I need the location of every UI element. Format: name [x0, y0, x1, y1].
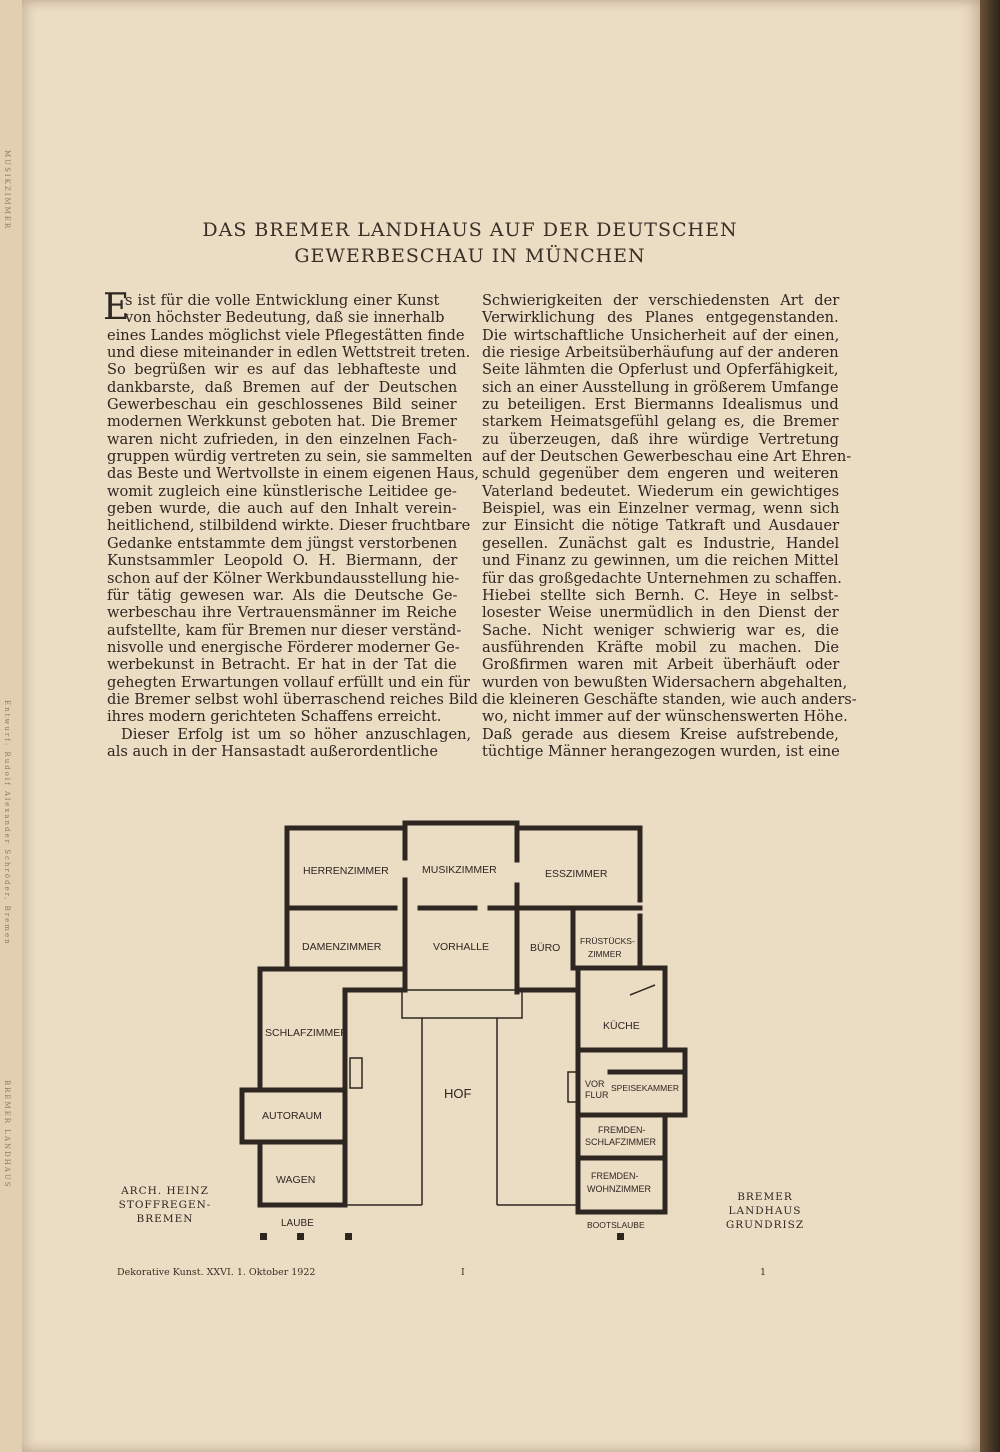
plan-column-post: [297, 1233, 304, 1240]
room-label-fruehstueck-1: FRÜSTÜCKS-: [580, 936, 635, 946]
text-line: tüchtige Männer herangezogen wurden, ist eine: [482, 742, 840, 760]
text-line: zu überzeugen, daß ihre würdige Vertretung: [482, 430, 839, 448]
text-line: heitlichend, stilbildend wirkte. Dieser fruchtbare: [107, 517, 471, 535]
text-line: auf der Deutschen Gewerbeschau eine Art Ehren-: [482, 448, 852, 466]
text-line: werbekunst in Betracht. Er hat in der Tat die: [107, 656, 457, 674]
page-number: 1: [760, 1267, 767, 1278]
text-line: ausführenden Kräfte mobil zu machen. Die: [482, 638, 840, 656]
footer-journal-line: Dekorative Kunst. XXVI. 1. Oktober 1922: [117, 1267, 316, 1278]
text-line: gesellen. Zunächst galt es Industrie, Handel: [482, 534, 840, 552]
text-line: s ist für die volle Entwicklung einer Kunst: [125, 292, 440, 309]
text-line: für tätig gewesen war. Als die Deutsche Ge-: [107, 586, 458, 604]
text-line: womit zugleich eine künstlerische Leitidee ge-: [107, 482, 457, 500]
plan-column-post: [345, 1233, 352, 1240]
room-label-esszimmer: ESSZIMMER: [545, 868, 608, 880]
room-label-herrenzimmer: HERRENZIMMER: [303, 865, 389, 877]
caption-architect: ARCH. HEINZ STOFFREGEN- BREMEN: [118, 1185, 212, 1225]
room-label-hof: HOF: [444, 1086, 472, 1101]
text-line: die Bremer selbst wohl überraschend reiches Bild: [107, 690, 478, 708]
text-line: Schwierigkeiten der verschiedensten Art der: [482, 292, 840, 309]
text-line: von höchster Bedeutung, daß sie innerhalb: [125, 309, 445, 327]
text-line: wurden von bewußten Widersachern abgehalten,: [482, 673, 848, 691]
text-line: werbeschau ihre Vertrauensmänner im Reiche: [107, 604, 457, 622]
room-label-autoraum: AUTORAUM: [262, 1110, 322, 1122]
text-line: die kleineren Geschäfte standen, wie auch anders-: [482, 690, 857, 708]
room-label-fruehstueck-2: ZIMMER: [588, 949, 622, 959]
text-line: und Finanz zu gewinnen, um die reichen Mittel: [482, 552, 839, 570]
text-line: Großfirmen waren mit Arbeit überhäuft oder: [482, 656, 840, 674]
text-line: starkem Heimatsgefühl gelang es, die Bremer: [482, 413, 839, 431]
plan-terrace: [402, 990, 522, 1018]
text-line: zur Einsicht die nötige Tatkraft und Ausdauer: [482, 517, 840, 535]
text-line: geben wurde, die auch auf den Inhalt verein-: [107, 500, 457, 518]
text-line: aufstellte, kam für Bremen nur dieser verständ-: [107, 621, 462, 639]
text-line: als auch in der Hansastadt außerordentliche: [107, 742, 439, 760]
room-label-kueche: KÜCHE: [603, 1020, 640, 1032]
text-line: schon auf der Kölner Werkbundausstellung hie-: [107, 569, 460, 587]
room-label-laube: LAUBE: [281, 1218, 314, 1229]
room-label-musikzimmer: MUSIKZIMMER: [422, 864, 497, 876]
caption-plan-title: BREMER LANDHAUS GRUNDRISZ: [725, 1191, 805, 1231]
room-label-fremdenschlaf-1: FREMDEN-: [598, 1125, 646, 1135]
text-line: schuld gegenüber dem engeren und weiteren: [482, 465, 839, 483]
text-line: zu beteiligen. Erst Biermanns Idealismus und: [482, 396, 839, 414]
text-line: Sache. Nicht weniger schwierig war es, die: [482, 621, 839, 639]
plan-fixture: [350, 1058, 362, 1088]
plan-door-swing: [630, 985, 655, 995]
room-label-speisekammer: SPEISEKAMMER: [611, 1083, 680, 1093]
room-label-damenzimmer: DAMENZIMMER: [302, 941, 382, 953]
text-line: sich an einer Ausstellung in größerem Umfange: [482, 378, 839, 396]
text-line: losester Weise unermüdlich in den Dienst der: [482, 604, 839, 622]
text-line: die riesige Arbeitsüberhäufung auf der anderen: [482, 344, 839, 362]
text-line: Seite lähmten die Opferlust und Opferfähigkeit,: [482, 361, 839, 379]
text-line: modernen Werkkunst geboten hat. Die Bremer: [107, 413, 457, 431]
room-label-vorflur-2: FLUR: [585, 1090, 609, 1100]
plan-column-post: [260, 1233, 267, 1240]
room-label-vorflur-1: VOR: [585, 1079, 605, 1089]
margin-label-bottom: BREMER LANDHAUS: [3, 1080, 11, 1189]
margin-label-middle: Entwurf: Rudolf Alexander Schröder, Bremen: [3, 700, 11, 946]
text-line: wo, nicht immer auf der wünschenswerten Höhe.: [482, 708, 848, 726]
article-title-line-1: DAS BREMER LANDHAUS AUF DER DEUTSCHEN: [202, 219, 738, 241]
room-label-fremdenwohn-1: FREMDEN-: [591, 1171, 639, 1181]
room-label-buero: BÜRO: [530, 942, 561, 954]
drop-cap: E: [103, 287, 130, 328]
article-title-line-2: GEWERBESCHAU IN MÜNCHEN: [294, 245, 646, 267]
margin-label-top: MUSIKZIMMER: [3, 150, 11, 231]
room-label-bootslaube: BOOTSLAUBE: [587, 1220, 645, 1230]
text-line: Beispiel, was ein Einzelner vermag, wenn sich: [482, 500, 840, 518]
room-label-schlafzimmer: SCHLAFZIMMER: [265, 1027, 348, 1039]
room-label-wagen: WAGEN: [276, 1174, 316, 1186]
room-label-fremdenschlaf-2: SCHLAFZIMMER: [585, 1137, 657, 1147]
text-line: gehegten Erwartungen vollauf erfüllt und ein für: [107, 673, 471, 691]
text-line: Vaterland bedeutet. Wiederum ein gewichtiges: [482, 482, 840, 500]
text-line: gruppen würdig vertreten zu sein, sie sammelten: [107, 448, 473, 466]
text-line: Hiebei stellte sich Bernh. C. Heye in selbst-: [482, 586, 839, 604]
text-line: Verwirklichung des Planes entgegenstanden.: [482, 309, 839, 327]
text-line: Dieser Erfolg ist um so höher anzuschlagen,: [121, 725, 472, 743]
text-line: So begrüßen wir es auf das lebhafteste und: [107, 361, 457, 379]
text-line: Kunstsammler Leopold O. H. Biermann, der: [107, 552, 458, 570]
text-line: und diese miteinander in edlen Wettstreit treten.: [107, 344, 471, 362]
text-line: Gedanke entstammte dem jüngst verstorbenen: [107, 534, 458, 552]
plan-wall: [242, 969, 400, 1205]
plan-column-post: [617, 1233, 624, 1240]
text-line: dankbarste, daß Bremen auf der Deutschen: [107, 378, 458, 396]
room-label-vorhalle: VORHALLE: [433, 941, 490, 953]
text-line: nisvolle und energische Förderer moderner Ge-: [107, 638, 460, 656]
text-line: ihres modern gerichteten Schaffens erreicht.: [107, 708, 442, 726]
text-line: waren nicht zufrieden, in den einzelnen Fach-: [107, 430, 458, 448]
text-line: für das großgedachte Unternehmen zu schaffen.: [482, 569, 842, 587]
text-line: Die wirtschaftliche Unsicherheit auf der einen,: [482, 326, 840, 344]
text-line: Gewerbeschau ein geschlossenes Bild seiner: [107, 396, 457, 414]
text-line: das Beste und Wertvollste in einem eigenen Haus,: [107, 465, 480, 483]
footer-signature-mark: I: [461, 1267, 465, 1278]
room-label-fremdenwohn-2: WOHNZIMMER: [587, 1184, 651, 1194]
text-line: eines Landes möglichst viele Pflegestätten finde: [107, 326, 465, 344]
text-line: Daß gerade aus diesem Kreise aufstrebende,: [482, 725, 839, 743]
